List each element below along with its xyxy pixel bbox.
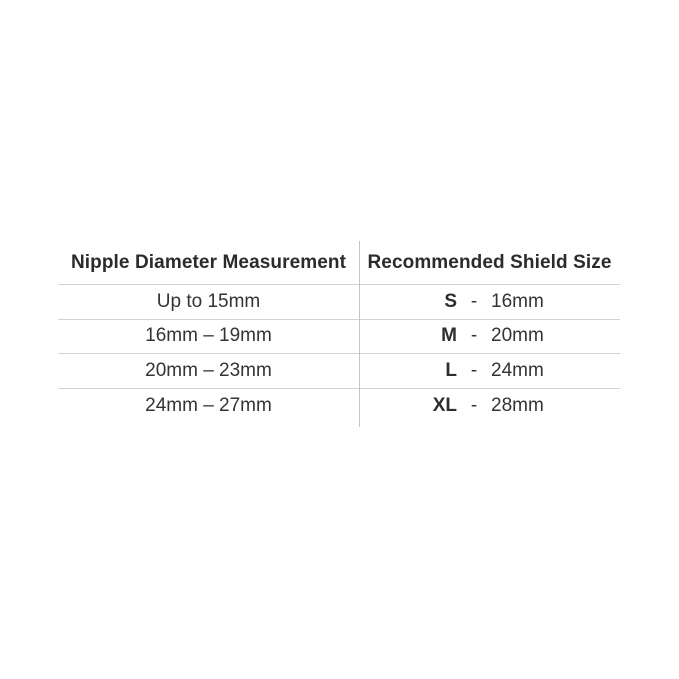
size-separator: - [470, 360, 478, 381]
size-cell [359, 285, 620, 319]
size-group [359, 325, 620, 347]
table-row [58, 388, 620, 423]
header-nipple-diameter: Nipple Diameter Measurement [70, 251, 347, 273]
size-group [359, 360, 620, 382]
size-letter: XL [432, 395, 457, 416]
size-separator: - [470, 290, 478, 312]
measurement-cell: 24mm – 27mm [145, 395, 272, 416]
table-row [58, 353, 620, 388]
table-row [58, 284, 620, 319]
size-letter: M [441, 325, 457, 347]
size-cell [359, 354, 620, 388]
size-separator: - [470, 325, 478, 347]
size-value: 28mm [491, 395, 544, 416]
size-value: 16mm [491, 290, 544, 312]
measurement-cell: 16mm – 19mm [145, 325, 272, 347]
size-letter: S [444, 290, 457, 312]
measurement-cell: 20mm – 23mm [145, 360, 272, 381]
sizing-table [58, 241, 620, 427]
header-shield-size: Recommended Shield Size [367, 251, 612, 273]
size-cell [359, 320, 620, 354]
size-group [359, 291, 620, 313]
table-header-row [58, 241, 620, 284]
table-row [58, 319, 620, 354]
size-cell [359, 389, 620, 423]
size-value: 24mm [491, 360, 544, 381]
size-letter: L [445, 360, 457, 381]
size-value: 20mm [491, 325, 544, 347]
size-group [359, 395, 620, 417]
size-separator: - [470, 395, 478, 416]
column-divider [359, 241, 360, 427]
measurement-cell: Up to 15mm [156, 290, 261, 312]
